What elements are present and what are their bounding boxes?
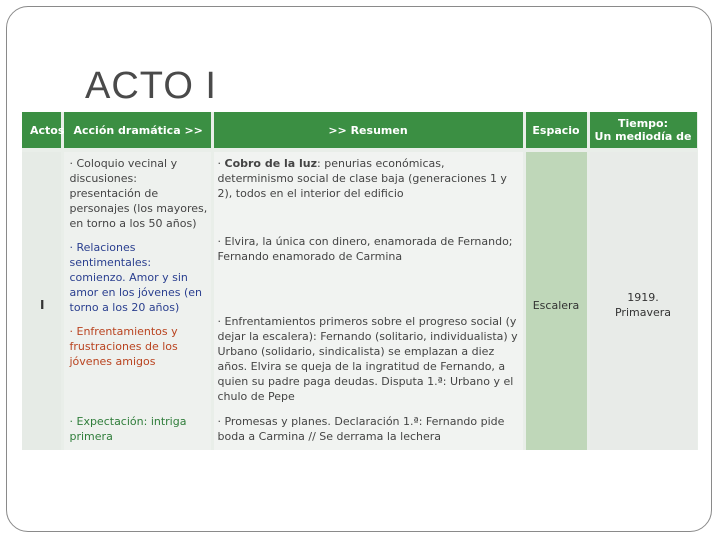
acto-table <box>22 112 698 450</box>
slide-title: ACTO I <box>85 65 217 107</box>
resumen-bold: Cobro de la luz <box>224 157 318 170</box>
table-photo <box>22 112 698 450</box>
cell-espacio <box>524 150 588 450</box>
cell-actos <box>22 150 62 450</box>
header-accion: Acción dramática >> <box>62 112 212 150</box>
resumen-item <box>218 156 519 201</box>
tiempo-season: Primavera <box>614 306 671 319</box>
header-tiempo-line1: Tiempo: <box>617 117 669 130</box>
resumen-item: · Elvira, la única con dinero, enamorada de Fernando; Fernando enamorado de Carmina <box>217 235 513 263</box>
cell-tiempo <box>588 150 698 450</box>
header-row <box>22 112 698 150</box>
resumen-text: : penurias económicas, determinismo social de clase baja (generaciones 1 y 2), todos en el interior del edificio <box>217 157 507 200</box>
tiempo-year: 1919. <box>627 291 659 304</box>
accion-item: · Expectación: intriga primera <box>69 415 187 443</box>
header-resumen: >> Resumen <box>212 112 524 150</box>
accion-item: · Relaciones sentimentales: comienzo. Amor y sin amor en los jóvenes (en torno a los 20 años) <box>69 241 203 314</box>
header-tiempo <box>588 112 698 150</box>
accion-item: · Enfrentamientos y frustraciones de los jóvenes amigos <box>69 325 178 368</box>
resumen-item: · Enfrentamientos primeros sobre el progreso social (y dejar la escalera): Fernando (solitario, individualista) y Urbano (solidario, sindicalista) se emplazan a diez años. Elvira se queja de la ingratitud de Fernando, a quien su padre paga deudas. Disputa 1.ª: Urbano y el chulo de Pepe <box>217 315 518 403</box>
cell-resumen <box>212 150 524 450</box>
header-actos: Actos <box>22 112 62 150</box>
accion-item: · Coloquio vecinal y discusiones: presentación de personajes (los mayores, en torno a los 50 años) <box>69 157 208 230</box>
table-row <box>22 150 698 450</box>
resumen-item: · Promesas y planes. Declaración 1.ª: Fernando pide boda a Carmina // Se derrama la lechera <box>217 415 505 443</box>
resumen-bullet: · <box>217 157 225 170</box>
act-number: I <box>40 297 45 312</box>
espacio-value: Escalera <box>532 298 580 312</box>
header-espacio: Espacio <box>524 112 588 150</box>
header-tiempo-line2: Un mediodía de <box>594 130 692 143</box>
cell-accion <box>62 150 212 450</box>
